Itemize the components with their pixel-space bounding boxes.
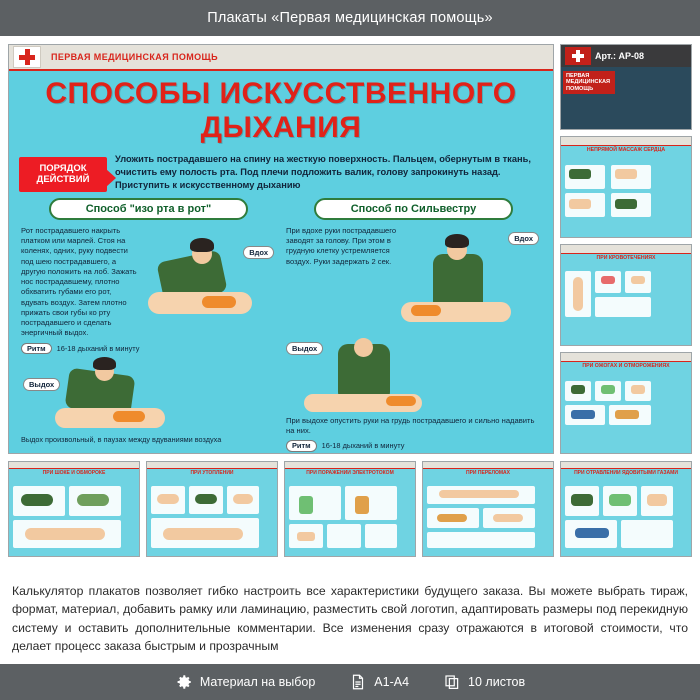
thumbnail-fractures[interactable] <box>422 461 554 557</box>
victim-clothing-2 <box>113 411 145 422</box>
side-poster-burns[interactable] <box>560 352 692 454</box>
side-poster-title: ПРИ КРОВОТЕЧЕНИЯХ <box>596 255 656 261</box>
rescuer-hair-2 <box>93 357 116 370</box>
poster-thumbnail-strip <box>8 461 692 557</box>
method-2-illustration-2 <box>286 338 541 416</box>
method-mouth-to-mouth <box>21 198 276 452</box>
thumbnail-title: ПРИ ПЕРЕЛОМАХ <box>465 470 511 476</box>
thumbnail-art <box>423 484 553 556</box>
side-poster-column <box>560 44 692 454</box>
method-1-rhythm-tag: Ритм <box>21 343 52 355</box>
rescuer-head-4 <box>354 338 373 357</box>
side-poster-strip <box>561 353 691 362</box>
thumbnail-art <box>285 484 415 556</box>
footer-label-sheets: 10 листов <box>468 675 526 689</box>
thumbnail-art <box>147 484 277 556</box>
rescuer-hair <box>190 238 214 252</box>
page-header <box>0 0 700 36</box>
order-of-actions-badge <box>19 157 107 192</box>
victim-clothing-4 <box>386 396 416 406</box>
footer-item-format[interactable] <box>349 673 409 691</box>
thumbnail-strip-bar <box>9 462 139 469</box>
footer-item-material[interactable] <box>175 673 315 691</box>
footer-label-material: Материал на выбор <box>199 675 316 689</box>
red-cross-icon <box>565 47 591 65</box>
poster-methods <box>9 194 553 452</box>
side-poster-bleeding[interactable] <box>560 244 692 346</box>
method-1-text: Рот пострадавшего накрыть платком или марлей. Стоя на коленях, одних, руку подвести под шею пострадавшего, а другую положить на лоб. Зажать нос пострадавшему, плотно обхватить губами его рот, вдувать воздух. Затем плотно прижать свои губы ко рту пострадавшего и сделать энергичный выдох. <box>21 225 137 338</box>
side-poster-art <box>561 375 691 453</box>
victim-clothing <box>202 296 236 308</box>
victim-clothing-3 <box>411 305 441 316</box>
thumbnail-strip-bar <box>147 462 277 469</box>
page-footer <box>0 664 700 700</box>
side-poster-title: НЕПРЯМОЙ МАССАЖ СЕРДЦА <box>586 147 666 153</box>
method-2-rhythm <box>286 440 541 452</box>
order-of-actions-label: ПОРЯДОК ДЕЙСТВИЙ <box>19 157 107 192</box>
method-2-text: При вдохе руки пострадавшего заводят за голову. При этом в грудную клетку устремляется воздух. Руки задержать 2 сек. <box>286 225 397 266</box>
copy-icon <box>443 673 461 691</box>
side-poster-art <box>561 267 691 345</box>
poster-intro-block <box>9 147 553 194</box>
method-2-rhythm-value: 16-18 дыханий в минуту <box>321 441 405 451</box>
method-2-inhale-label: Вдох <box>508 232 539 245</box>
method-2-illustration <box>407 226 541 338</box>
arrow-right-icon <box>106 169 116 187</box>
poster-top-strip-title: ПЕРВАЯ МЕДИЦИНСКАЯ ПОМОЩЬ <box>47 51 222 63</box>
method-1-rhythm <box>21 343 276 355</box>
poster-main-title: СПОСОБЫ ИСКУССТВЕННОГО ДЫХАНИЯ <box>45 77 517 144</box>
thumbnail-title: ПРИ ПОРАЖЕНИИ ЭЛЕКТРОТОКОМ <box>306 470 394 476</box>
thumbnail-shock[interactable] <box>8 461 140 557</box>
page-title: Плакаты «Первая медицинская помощь» <box>207 10 493 26</box>
red-cross-icon <box>13 46 41 68</box>
poster-gallery <box>0 36 700 572</box>
method-2-exhale-label: Выдох <box>286 342 323 355</box>
thumbnail-art <box>561 484 691 556</box>
article-photo-card[interactable] <box>560 44 692 130</box>
side-poster-art <box>561 159 691 237</box>
thumbnail-electric-shock[interactable] <box>284 461 416 557</box>
method-1-inhale-label: Вдох <box>243 246 274 259</box>
thumbnail-toxic-gases[interactable] <box>560 461 692 557</box>
rescuer-hair-3 <box>445 234 469 248</box>
main-poster[interactable] <box>8 44 554 454</box>
method-2-rhythm-tag: Ритм <box>286 440 317 452</box>
poster-top-strip <box>9 45 553 71</box>
method-1-exhale-label: Выдох <box>23 378 60 391</box>
poster-intro-text: Уложить пострадавшего на спину на жесткую поверхность. Пальцем, обернутым в ткань, очистить ему полость рта. Под плечи подложить валик, голову запрокинуть назад. Приступить к искусственному дыханию <box>115 154 531 190</box>
thumbnail-drowning[interactable] <box>146 461 278 557</box>
method-1-illustration <box>142 226 276 334</box>
document-icon <box>349 673 367 691</box>
method-2-text-2: При выдохе опустить руки на грудь пострадавшего и сильно надавить на них. <box>286 415 535 436</box>
side-poster-heart-massage[interactable] <box>560 136 692 238</box>
method-2-body <box>286 226 541 338</box>
gallery-main-row <box>8 44 692 454</box>
article-card-caption: ПЕРВАЯ МЕДИЦИНСКАЯ ПОМОЩЬ <box>563 71 615 94</box>
side-poster-title: ПРИ ОЖОГАХ И ОТМОРОЖЕНИЯХ <box>582 363 670 369</box>
method-1-body <box>21 226 276 339</box>
thumbnail-strip-bar <box>285 462 415 469</box>
article-card-header <box>561 45 691 67</box>
thumbnail-title: ПРИ ОТРАВЛЕНИИ ЯДОВИТЫМИ ГАЗАМИ <box>574 470 678 476</box>
victim-figure-2 <box>55 408 165 428</box>
method-1-rhythm-value: 16-18 дыханий в минуту <box>56 343 140 353</box>
method-1-note: Выдох произвольный, в паузах между вдуваниями воздуха <box>21 434 222 444</box>
thumbnail-strip-bar <box>561 462 691 469</box>
method-1-title: Способ "изо рта в рот" <box>49 198 248 220</box>
thumbnail-strip-bar <box>423 462 553 469</box>
method-2-title: Способ по Сильвестру <box>314 198 513 220</box>
thumbnail-art <box>9 484 139 556</box>
method-1-illustration-2 <box>21 356 276 442</box>
thumbnail-title: ПРИ УТОПЛЕНИИ <box>190 470 234 476</box>
side-poster-strip <box>561 137 691 146</box>
thumbnail-title: ПРИ ШОКЕ И ОБМОРОКЕ <box>42 470 106 476</box>
footer-label-format: А1-А4 <box>374 675 410 689</box>
footer-item-sheets[interactable] <box>443 673 525 691</box>
article-number-label: Арт.: АР-08 <box>595 51 645 61</box>
victim-figure <box>148 292 252 314</box>
product-description: Калькулятор плакатов позволяет гибко настроить все характеристики будущего заказа. Вы можете выбрать тираж, формат, материал, добавить рамку или ламинацию, разместить свой логотип, адаптировать размеры под перекидную систему и оставить дополнительные комментарии. Все изменения сразу отражаются в итоговой стоимости, что делает процесс заказа быстрым и прозрачным <box>12 584 688 653</box>
method-silvester <box>286 198 541 452</box>
gear-icon <box>175 673 193 691</box>
side-poster-strip <box>561 245 691 254</box>
